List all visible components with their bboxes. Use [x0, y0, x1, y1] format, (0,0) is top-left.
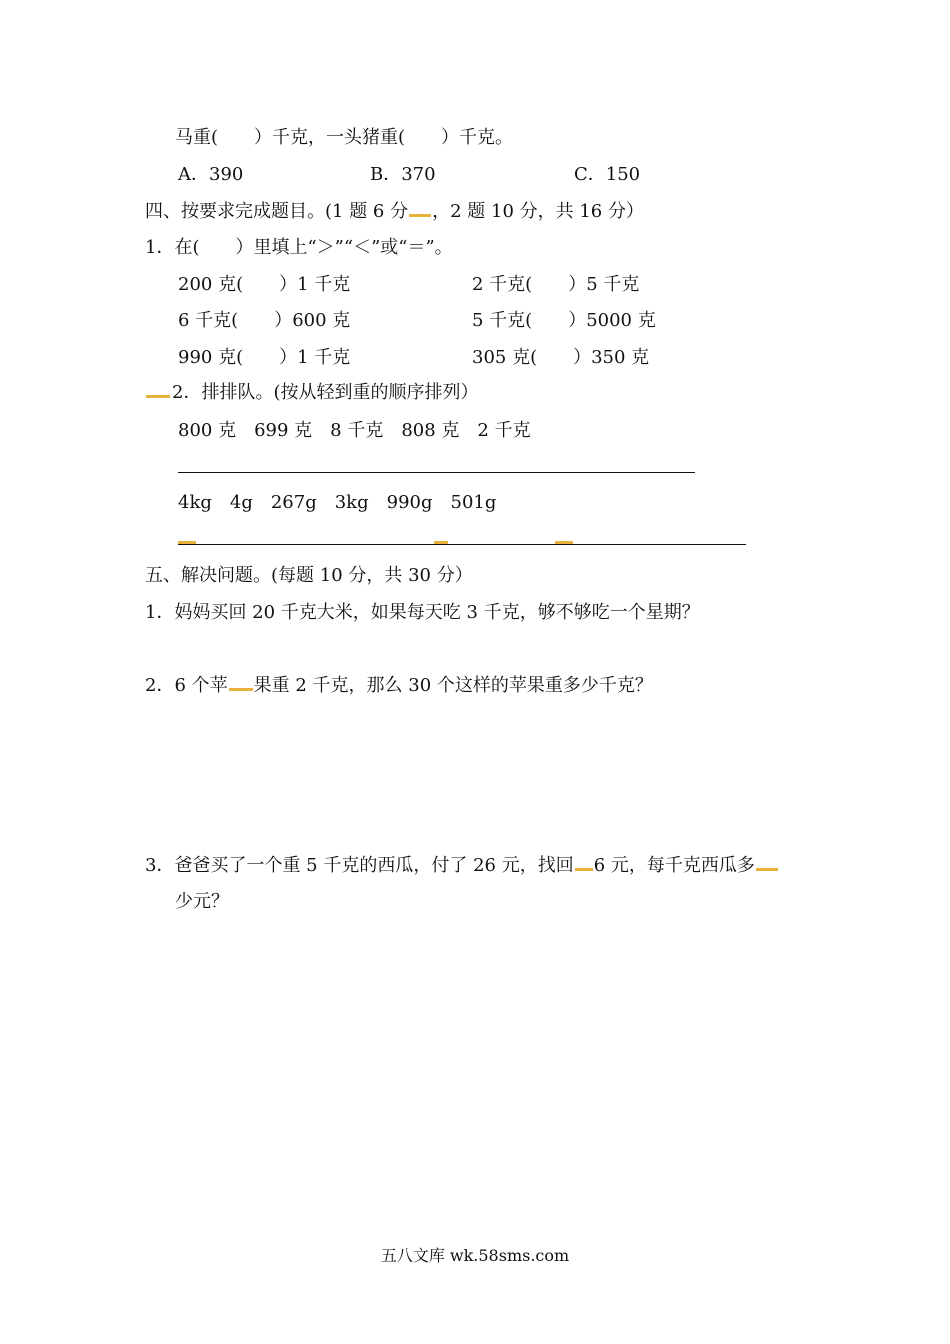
highlight-mark: [575, 868, 593, 871]
problem-2-part-a: 2．6 个苹: [145, 675, 228, 696]
compare-item: 305 克( ）350 克: [472, 347, 650, 368]
problem-3-part-a: 3．爸爸买了一个重 5 千克的西瓜，付了 26 元，找回: [145, 855, 574, 876]
highlight-mark: [434, 541, 448, 544]
highlight-mark: [146, 395, 170, 398]
option-a: A．390: [178, 164, 244, 185]
compare-item: 6 千克( ）600 克: [178, 310, 351, 331]
sort-row-2: 4kg 4g 267g 3kg 990g 501g: [178, 492, 497, 513]
highlight-mark: [178, 541, 196, 544]
q2-title-text: 2．排排队。(按从轻到重的顺序排列）: [172, 382, 479, 403]
highlight-mark: [555, 541, 573, 544]
section4-heading: [145, 200, 644, 224]
footer-watermark: 五八文库 wk.58sms.com: [380, 1246, 570, 1265]
problem-3-part-b: 6 元，每千克西瓜多: [593, 855, 755, 876]
section4-heading-part-b: ，2 题 10 分，共 16 分）: [432, 201, 644, 222]
q2-title: [145, 381, 478, 405]
highlight-mark: [409, 214, 431, 217]
option-b: B．370: [370, 164, 436, 185]
answer-line-1: [178, 472, 695, 473]
compare-item: 2 千克( ）5 千克: [472, 274, 640, 295]
compare-item: 990 克( ）1 千克: [178, 347, 351, 368]
option-c: C．150: [574, 164, 641, 185]
highlight-mark: [756, 868, 778, 871]
compare-item: 5 千克( ）5000 克: [472, 310, 656, 331]
problem-2-part-b: 果重 2 千克，那么 30 个这样的苹果重多少千克？: [253, 675, 653, 696]
section5-heading: 五、解决问题。(每题 10 分，共 30 分）: [145, 565, 473, 586]
sort-row-1: 800 克 699 克 8 千克 808 克 2 千克: [178, 420, 531, 441]
problem-3-continuation: 少元？: [175, 891, 229, 912]
problem-2: [145, 674, 653, 698]
problem-3: [145, 854, 779, 878]
compare-item: 200 克( ）1 千克: [178, 274, 351, 295]
highlight-mark: [229, 688, 253, 691]
question-line: 马重( ）千克，一头猪重( ）千克。: [175, 127, 514, 148]
answer-line-2: [178, 544, 746, 545]
problem-1: 1．妈妈买回 20 千克大米，如果每天吃 3 千克，够不够吃一个星期？: [145, 602, 700, 623]
section4-heading-part-a: 四、按要求完成题目。(1 题 6 分: [145, 201, 409, 222]
q1-title: 1．在( ）里填上“＞”“＜”或“＝”。: [145, 237, 453, 258]
